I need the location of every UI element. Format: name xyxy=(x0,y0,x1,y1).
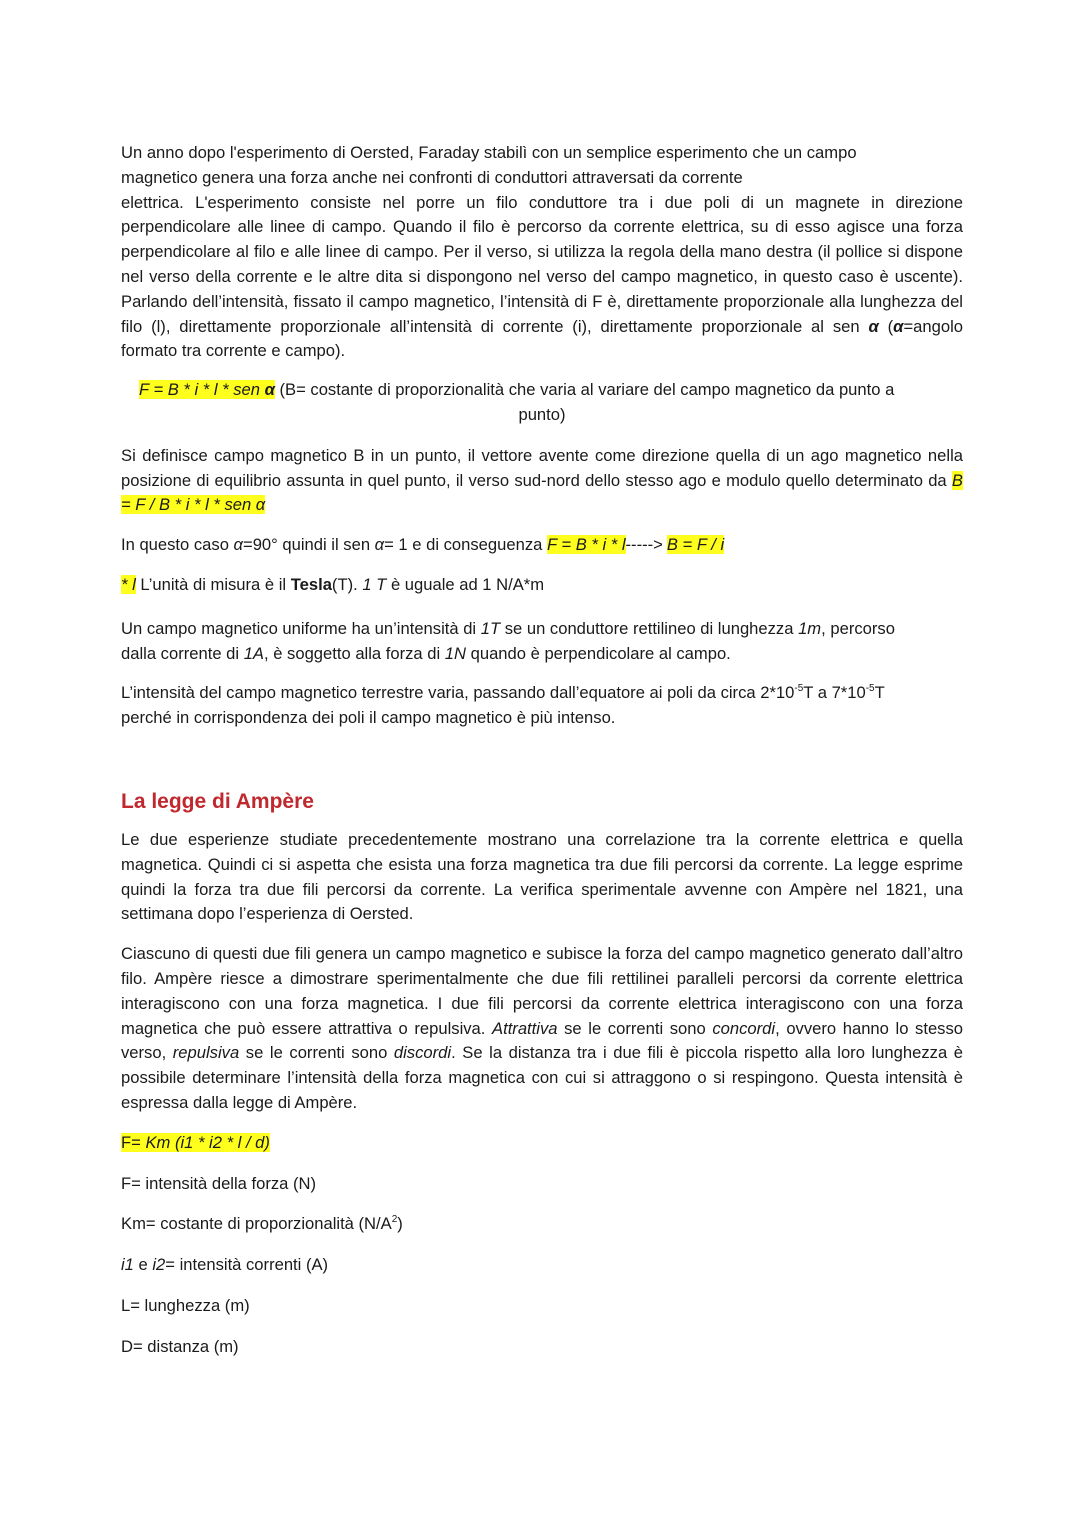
paragraph-faraday-line2: magnetico genera una forza anche nei confronti di conduttori attraversati da corrente xyxy=(121,167,743,187)
document-body xyxy=(121,141,963,1359)
definition-currents xyxy=(121,1253,963,1278)
text: i1 xyxy=(121,1255,134,1275)
text: . Se la distanza tra i due fili è piccola rispetto alla loro lunghezza è possibile determinare l’intensità della forza magnetica con cui si attraggono o si respingono. Questa intensità è espressa dalla legge di Ampère. xyxy=(121,1043,963,1112)
text: dalla corrente di xyxy=(121,643,244,663)
formula-text: F = B * i * l * sen xyxy=(139,380,260,400)
text: L’intensità del campo magnetico terrestre varia, passando dall’equatore ai poli da circa 2*10 xyxy=(121,683,795,703)
text: 1N xyxy=(444,643,467,663)
formula-highlight: B = F / i xyxy=(666,535,725,555)
paren-open: ( xyxy=(878,316,894,336)
text: discordi xyxy=(393,1043,452,1063)
definition-length: L= lunghezza (m) xyxy=(121,1295,250,1315)
text: , ovvero hanno lo stesso verso, xyxy=(121,1018,963,1063)
text: Km= costante di proporzionalità (N/A xyxy=(121,1214,392,1234)
paragraph-faraday-body xyxy=(121,191,963,365)
alpha-symbol: α xyxy=(374,535,385,555)
text: perché in corrispondenza dei poli il campo magnetico è più intenso. xyxy=(121,708,616,728)
text: F= xyxy=(121,1132,146,1152)
definition-formula: B = F / B * i * l * sen α xyxy=(121,470,963,515)
angle-definition: =angolo formato tra corrente e campo). xyxy=(121,316,963,361)
text: repulsiva xyxy=(172,1043,240,1063)
superscript: -5 xyxy=(865,683,875,695)
text: Ciascuno di questi due fili genera un campo magnetico e subisce la forza del campo magnetico generato dall’altro filo. Ampère riesce a dimostrare sperimentalmente che due fili rettilinei paralleli percorsi da corrente elettrica interagiscono con una forza magnetica. I due fili percorsi da corrente elettrica interagiscono con una forza magnetica che può essere attrattiva o repulsiva. xyxy=(121,944,963,1038)
text: L’unità di misura è il xyxy=(135,574,291,594)
definition-text: Si definisce campo magnetico B in un punto, il vettore avente come direzione quella di un ago magnetico nella posizione di equilibrio assunta in quel punto, il verso sud-nord dello stesso ago e modulo quello determinato da xyxy=(121,445,963,490)
text: Un campo magnetico uniforme ha un’intensità di xyxy=(121,618,481,638)
paragraph-faraday-line1: Un anno dopo l'esperimento di Oersted, Faraday stabilì con un semplice esperimento che un campo xyxy=(121,143,857,162)
text: = intensità correnti (A) xyxy=(165,1255,329,1275)
text: se le correnti sono xyxy=(557,1018,713,1038)
alpha-symbol: α xyxy=(264,380,275,400)
text: concordi xyxy=(712,1018,776,1038)
text: 1 T xyxy=(362,574,387,594)
text: i2 xyxy=(152,1255,166,1275)
formula-highlight: F = B * i * l xyxy=(546,535,626,555)
text: 1A xyxy=(243,643,264,663)
text: T xyxy=(874,683,885,703)
text: (T). xyxy=(331,574,363,594)
paragraph-ampere-law xyxy=(121,942,963,1116)
paragraph-earth-field xyxy=(121,681,963,731)
text: quando è perpendicolare al campo. xyxy=(466,643,731,663)
formula-highlight xyxy=(121,1133,270,1152)
formula-highlight xyxy=(139,380,275,399)
definition-distance: D= distanza (m) xyxy=(121,1336,239,1356)
superscript: -5 xyxy=(794,683,804,695)
alpha-symbol: α xyxy=(868,316,879,336)
paragraph-uniform-field xyxy=(121,617,963,667)
paragraph-unit xyxy=(121,573,963,598)
paragraph-ampere-intro: Le due esperienze studiate precedentemente mostrano una correlazione tra la corrente elettrica e quella magnetica. Quindi ci si aspetta che esista una forza magnetica tra due fili percorsi da corrente. La legge esprime quindi la forza tra due fili percorsi da corrente. La verifica sperimentale avvenne con Ampère nel 1821, una settimana dopo l’esperienza di Oersted. xyxy=(121,829,963,924)
superscript: 2 xyxy=(391,1214,398,1226)
paragraph-definition xyxy=(121,444,963,518)
text: =90° quindi il sen xyxy=(243,535,375,555)
text: T a 7*10 xyxy=(803,683,866,703)
text: , è soggetto alla forza di xyxy=(263,643,445,663)
text: In questo caso xyxy=(121,535,234,555)
formula-highlight: * l xyxy=(121,574,136,594)
text: 1m xyxy=(798,618,822,638)
text: 1T xyxy=(480,618,501,638)
section-heading: La legge di Ampère xyxy=(121,789,314,813)
tesla-term: Tesla xyxy=(290,574,332,594)
text: se le correnti sono xyxy=(239,1043,394,1063)
text: , percorso xyxy=(821,618,895,638)
paragraph-special-case xyxy=(121,533,963,558)
formula-note-continuation xyxy=(121,403,963,428)
alpha-symbol: α xyxy=(233,535,244,555)
alpha-symbol: α xyxy=(893,316,904,336)
text: Km (i1 * i2 * l / d) xyxy=(145,1132,270,1152)
text: se un conduttore rettilineo di lunghezza xyxy=(500,618,799,638)
formula-lorentz xyxy=(121,378,963,403)
text: ) xyxy=(397,1214,403,1234)
paragraph-faraday xyxy=(121,141,963,191)
text: è uguale ad 1 N/A*m xyxy=(386,574,545,594)
definition-force: F= intensità della forza (N) xyxy=(121,1173,317,1193)
formula-note: (B= costante di proporzionalità che varia al variare del campo magnetico da punto a xyxy=(274,380,895,400)
paragraph-faraday-text: elettrica. L'esperimento consiste nel porre un filo conduttore tra i due poli di un magnete in direzione perpendicolare alle linee di campo. Quando il filo è percorso da corrente elettrica, su di esso agisce una forza perpendicolare al filo e alle linee di campo. Per il verso, si utilizza la regola della mano destra (il pollice si dispone nel verso della corrente e le altre dita si dispongono nel verso del campo magnetico, in questo caso è uscente). Parlando dell’intensità, fissato il campo magnetico, l’intensità di F è, direttamente proporzionale alla lunghezza del filo (l), direttamente proporzionale all’intensità di corrente (i), direttamente proporzionale al sen xyxy=(121,192,963,336)
text: e xyxy=(133,1255,153,1275)
formula-note-line2: punto) xyxy=(518,404,566,424)
formula-ampere xyxy=(121,1131,963,1156)
definition-constant xyxy=(121,1212,963,1237)
arrow-text: -----> xyxy=(625,535,663,555)
text: Attrattiva xyxy=(492,1018,558,1038)
text: = 1 e di conseguenza xyxy=(384,535,547,555)
